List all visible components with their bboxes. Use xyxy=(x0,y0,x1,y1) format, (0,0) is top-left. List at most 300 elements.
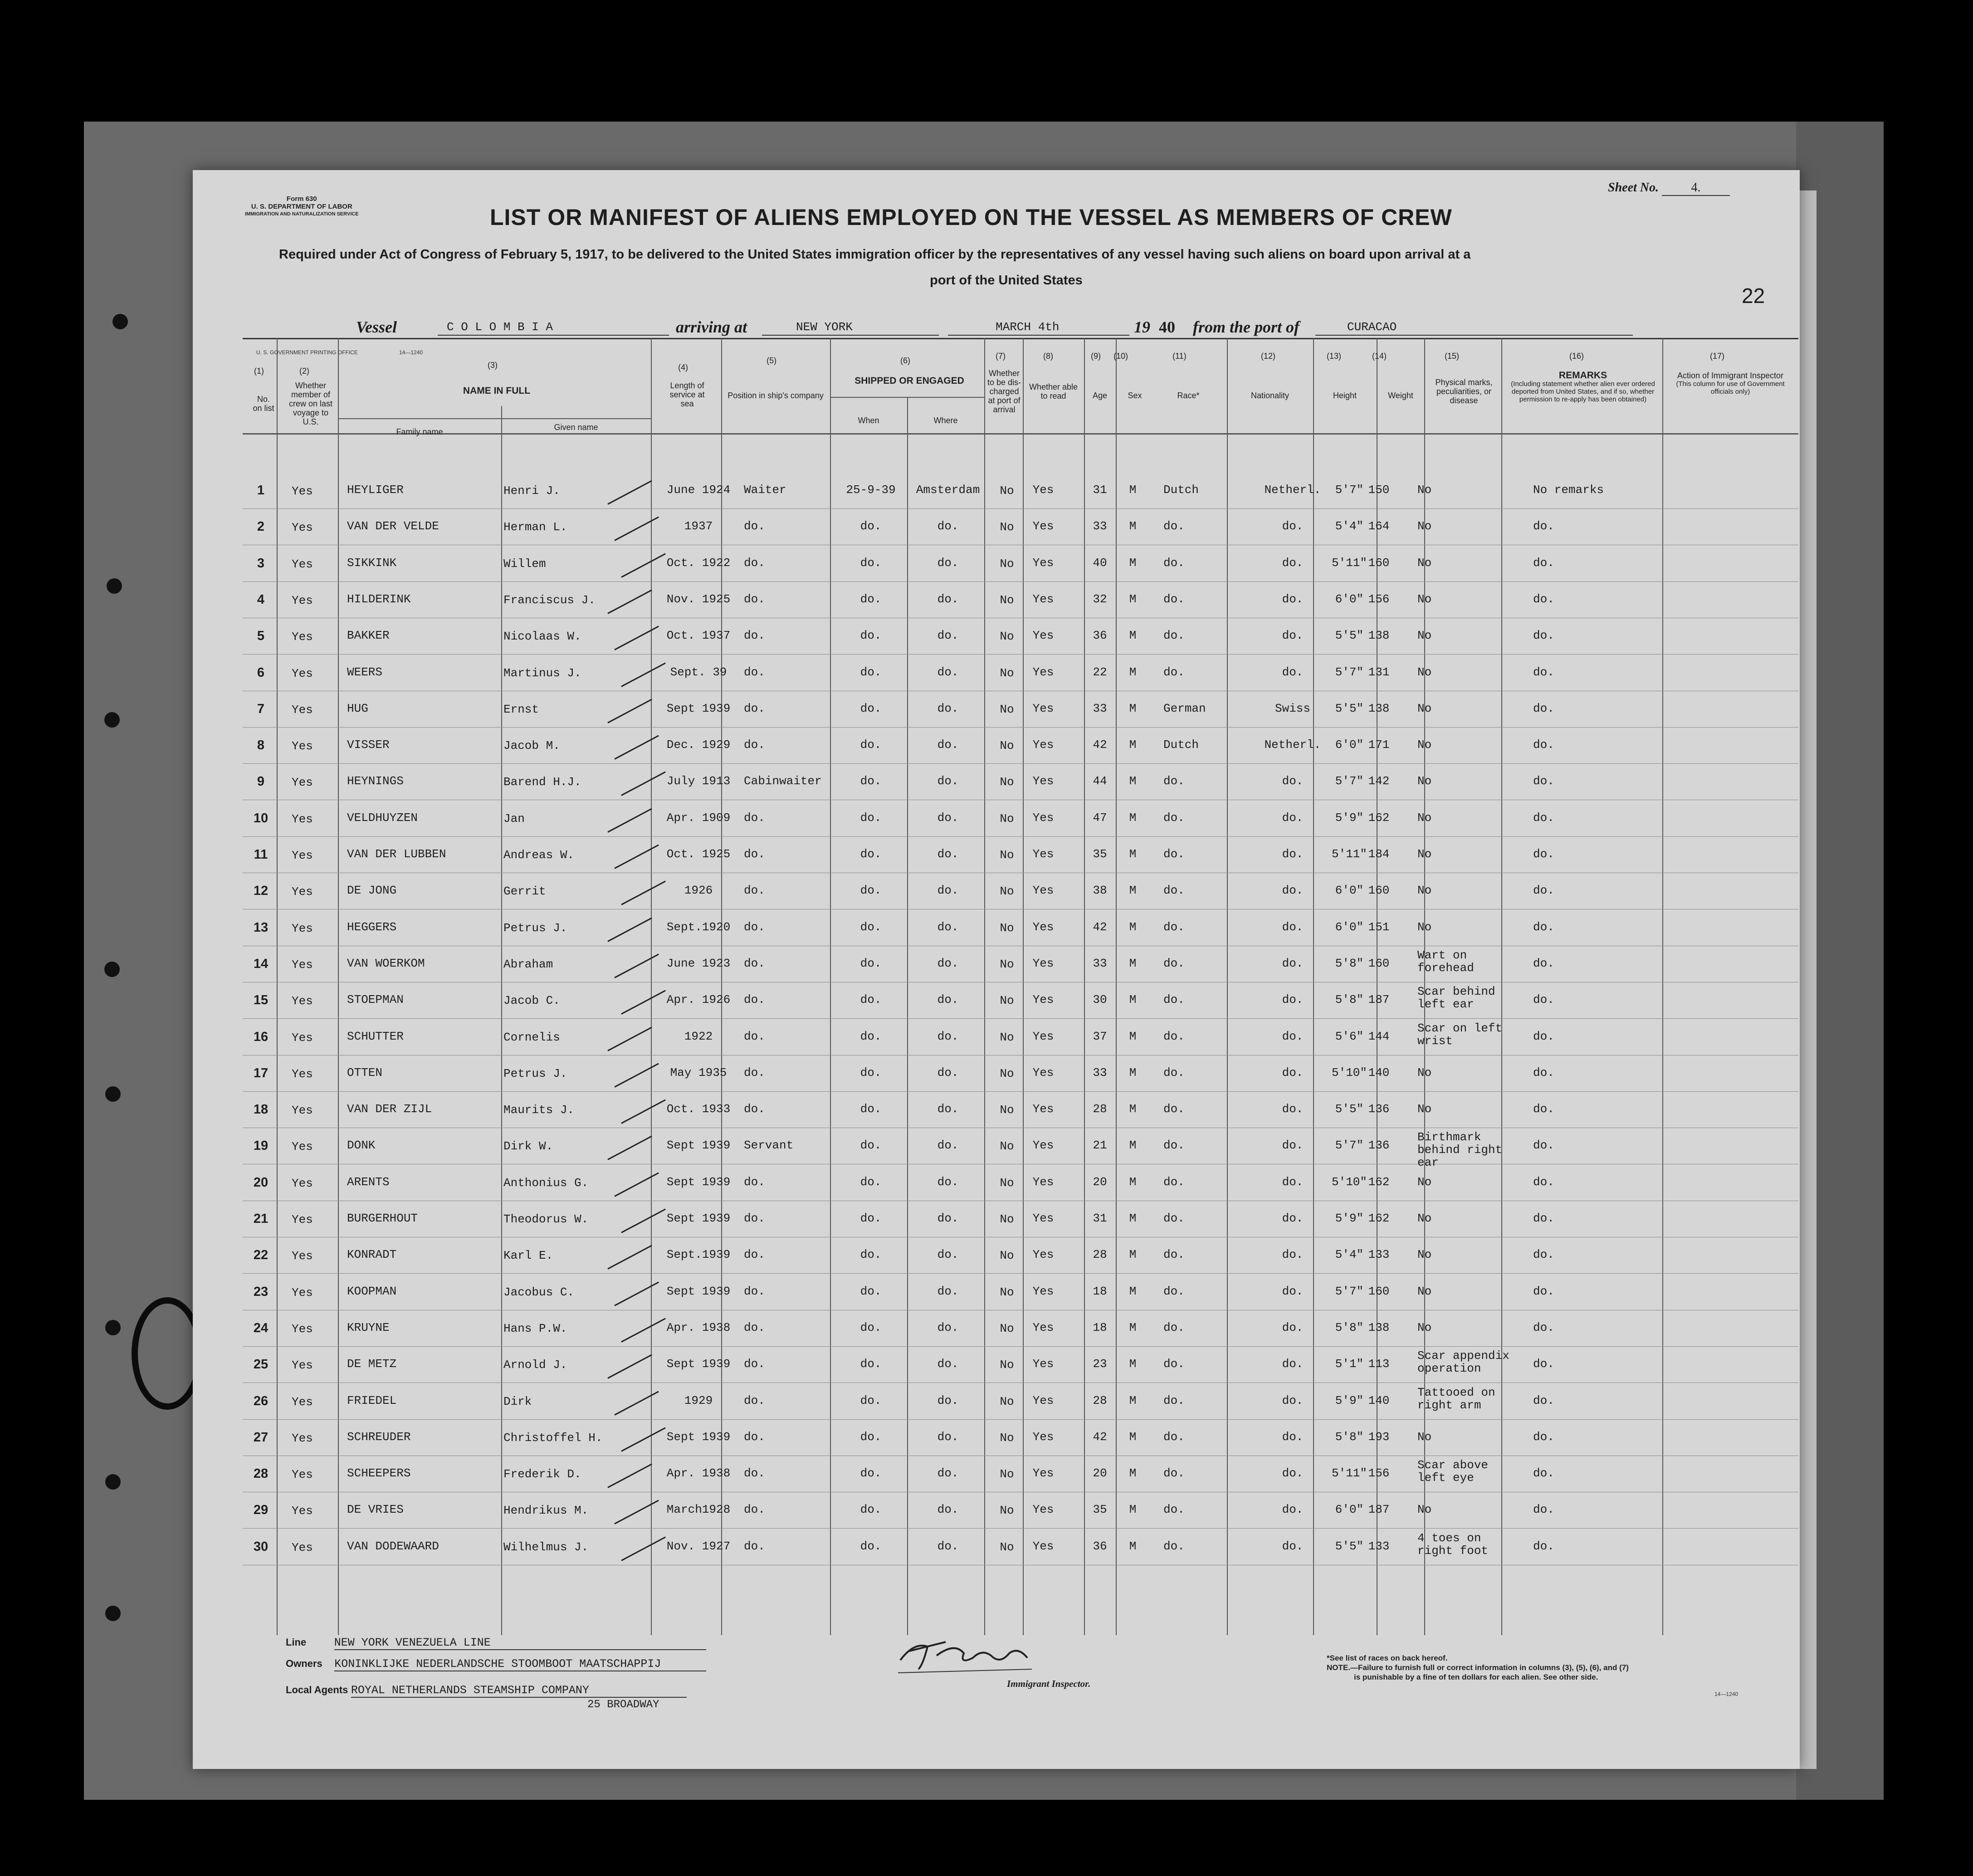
owners-label: Owners xyxy=(286,1658,322,1669)
cell-where: do. xyxy=(937,774,959,788)
cell-given: Gerrit xyxy=(503,884,546,899)
cell-marks: Wart on forehead xyxy=(1417,948,1474,975)
cell-height: 5'8" xyxy=(1335,956,1364,970)
cell-height: 5'7" xyxy=(1335,1138,1364,1153)
cell-age: 42 xyxy=(1093,738,1107,752)
cell-service: June 1924 xyxy=(666,483,731,497)
cell-where: Amsterdam xyxy=(916,483,980,497)
cell-given: Hendrikus M. xyxy=(503,1504,589,1518)
cell-no: 5 xyxy=(257,629,265,644)
cell-member: Yes xyxy=(292,630,313,644)
cell-sex: M xyxy=(1129,847,1137,861)
cell-marks: No xyxy=(1417,1284,1432,1298)
cell-age: 28 xyxy=(1093,1248,1107,1262)
cell-member: Yes xyxy=(292,1504,313,1518)
cell-where: do. xyxy=(937,1175,959,1189)
cell-nationality: do. xyxy=(1282,1248,1304,1262)
cell-marks: No xyxy=(1417,1102,1432,1116)
cell-marks: No xyxy=(1417,1175,1432,1189)
cell-height: 5'5" xyxy=(1335,629,1364,643)
vessel-label: Vessel xyxy=(356,318,397,336)
cell-nationality: do. xyxy=(1282,1430,1304,1444)
cell-discharged: No xyxy=(1000,630,1014,644)
cell-discharged: No xyxy=(1000,593,1014,607)
table-row xyxy=(243,982,1798,1019)
cell-weight: 162 xyxy=(1368,1175,1390,1189)
cell-sex: M xyxy=(1129,774,1137,788)
line-label: Line xyxy=(286,1637,307,1648)
cell-given: Wilhelmus J. xyxy=(503,1540,589,1554)
cell-marks: No xyxy=(1417,1430,1432,1444)
cell-sex: M xyxy=(1129,556,1137,570)
table-row xyxy=(243,763,1798,800)
cell-remarks: do. xyxy=(1533,774,1554,788)
cell-no: 18 xyxy=(253,1102,269,1117)
cell-read: Yes xyxy=(1032,1175,1054,1189)
cell-discharged: No xyxy=(1000,921,1014,935)
colnum-1: (1) xyxy=(254,366,264,376)
shipped-subheader-rule xyxy=(830,397,984,398)
cell-nationality: do. xyxy=(1282,774,1304,788)
cell-weight: 136 xyxy=(1368,1138,1390,1153)
cell-discharged: No xyxy=(1000,884,1014,899)
cell-race: Dutch xyxy=(1163,738,1199,752)
cell-service: Dec. 1929 xyxy=(666,738,731,752)
cell-age: 20 xyxy=(1093,1175,1107,1189)
agents-address: 25 BROADWAY xyxy=(587,1699,659,1711)
cell-given: Martinus J. xyxy=(503,666,581,680)
cell-given: Cornelis xyxy=(503,1030,560,1044)
cell-marks: No xyxy=(1417,519,1432,533)
cell-position: do. xyxy=(744,1248,765,1262)
cell-service: 1922 xyxy=(684,1029,713,1043)
cell-position: do. xyxy=(744,993,765,1007)
cell-height: 5'10" xyxy=(1331,1175,1367,1189)
colnum-5: (5) xyxy=(767,356,777,365)
cell-member: Yes xyxy=(292,958,313,972)
cell-read: Yes xyxy=(1032,1065,1054,1080)
cell-when: do. xyxy=(860,1430,882,1444)
cell-height: 5'7" xyxy=(1335,665,1364,679)
cell-service: Sept 1939 xyxy=(666,1357,731,1371)
cell-height: 5'5" xyxy=(1335,701,1364,715)
header-no-on-list: No. on list xyxy=(253,395,274,413)
cell-discharged: No xyxy=(1000,811,1014,826)
cell-marks: Scar above left eye xyxy=(1417,1458,1489,1485)
cell-marks: No xyxy=(1417,811,1432,825)
binder-hole xyxy=(105,1474,121,1490)
cell-height: 5'5" xyxy=(1335,1539,1364,1553)
cell-where: do. xyxy=(937,847,959,861)
cell-no: 12 xyxy=(253,884,269,899)
cell-when: do. xyxy=(860,1175,882,1189)
cell-no: 21 xyxy=(253,1212,269,1226)
cell-where: do. xyxy=(937,1284,959,1298)
cell-sex: M xyxy=(1129,1393,1137,1407)
cell-when: do. xyxy=(860,629,882,643)
note-penalty: NOTE.—Failure to furnish full or correct information in columns (3), (5), (6), and (7) xyxy=(1327,1663,1629,1672)
arriving-label: arriving at xyxy=(676,318,747,336)
printing-code: 14—1240 xyxy=(399,349,423,356)
cell-sex: M xyxy=(1129,738,1137,752)
cell-given: Frederik D. xyxy=(503,1467,581,1481)
cell-height: 5'7" xyxy=(1335,774,1364,788)
cell-member: Yes xyxy=(292,1468,313,1482)
cell-family: VAN DER ZIJL xyxy=(347,1102,432,1116)
cell-where: do. xyxy=(937,629,959,643)
cell-remarks: do. xyxy=(1533,1320,1554,1334)
table-row xyxy=(243,1236,1798,1274)
cell-race: do. xyxy=(1163,1393,1185,1407)
cell-weight: 162 xyxy=(1368,811,1390,825)
table-row xyxy=(243,472,1798,509)
cell-age: 20 xyxy=(1093,1466,1107,1480)
shipped-label: SHIPPED OR ENGAGED xyxy=(855,376,964,386)
cell-age: 36 xyxy=(1093,629,1107,643)
cell-service: 1926 xyxy=(684,884,713,898)
cell-when: do. xyxy=(860,1466,882,1480)
form-info xyxy=(245,195,359,218)
cell-height: 5'11" xyxy=(1331,847,1367,861)
cell-sex: M xyxy=(1129,1503,1137,1517)
cell-family: WEERS xyxy=(347,665,383,679)
colnum-17: (17) xyxy=(1710,352,1725,361)
cell-nationality: do. xyxy=(1282,592,1304,606)
cell-discharged: No xyxy=(1000,1249,1014,1263)
cell-service: 1937 xyxy=(684,519,713,533)
owners-value: KONINKLIJKE NEDERLANDSCHE STOOMBOOT MAATSCHAPPIJ xyxy=(334,1657,706,1671)
cell-no: 30 xyxy=(253,1539,269,1554)
cell-no: 9 xyxy=(257,774,265,789)
cell-remarks: do. xyxy=(1533,1175,1554,1189)
table-row xyxy=(243,1491,1798,1529)
cell-height: 5'8" xyxy=(1335,1320,1364,1334)
cell-height: 5'7" xyxy=(1335,1284,1364,1298)
cell-member: Yes xyxy=(292,1067,313,1081)
cell-no: 4 xyxy=(257,592,265,607)
cell-no: 25 xyxy=(253,1357,269,1372)
colnum-13: (13) xyxy=(1327,352,1342,361)
cell-member: Yes xyxy=(292,1140,313,1154)
cell-nationality: do. xyxy=(1282,956,1304,970)
cell-where: do. xyxy=(937,1503,959,1517)
cell-age: 21 xyxy=(1093,1138,1107,1153)
year-prefix: 19 xyxy=(1134,318,1150,336)
cell-no: 11 xyxy=(254,847,268,862)
note-races: *See list of races on back hereof. xyxy=(1327,1654,1448,1662)
table-row xyxy=(243,690,1798,728)
cell-member: Yes xyxy=(292,1249,313,1263)
cell-position: do. xyxy=(744,1503,765,1517)
cell-where: do. xyxy=(937,1357,959,1371)
colnum-12: (12) xyxy=(1261,352,1276,361)
cell-given: Petrus J. xyxy=(503,1066,567,1080)
cell-where: do. xyxy=(937,665,959,679)
cell-no: 28 xyxy=(253,1466,269,1481)
cell-nationality: Netherl. xyxy=(1264,738,1321,752)
cell-when: do. xyxy=(860,774,882,788)
cell-marks: No xyxy=(1417,1503,1432,1517)
cell-given: Jan xyxy=(503,811,525,826)
colnum-9: (9) xyxy=(1091,352,1101,361)
cell-given: Christoffel H. xyxy=(503,1431,603,1445)
cell-given: Abraham xyxy=(503,957,553,971)
cell-discharged: No xyxy=(1000,1467,1014,1481)
cell-age: 44 xyxy=(1093,774,1107,788)
cell-no: 10 xyxy=(253,811,269,826)
cell-family: SIKKINK xyxy=(347,556,397,570)
table-row xyxy=(243,545,1798,582)
cell-discharged: No xyxy=(1000,1139,1014,1153)
cell-height: 5'5" xyxy=(1335,1102,1364,1116)
cell-discharged: No xyxy=(1000,1504,1014,1518)
cell-remarks: do. xyxy=(1533,993,1554,1007)
table-row xyxy=(243,1091,1798,1128)
cell-sex: M xyxy=(1129,592,1137,606)
cell-position: do. xyxy=(744,1102,765,1116)
cell-weight: 156 xyxy=(1368,592,1390,606)
header-physical-marks: Physical marks, peculiarities, or disease xyxy=(1435,378,1493,405)
cell-family: VELDHUYZEN xyxy=(347,811,418,825)
cell-sex: M xyxy=(1129,1138,1137,1153)
date-rule xyxy=(948,335,1129,336)
cell-weight: 138 xyxy=(1368,701,1390,715)
cell-nationality: do. xyxy=(1282,1539,1304,1553)
cell-race: do. xyxy=(1163,811,1185,825)
cell-remarks: do. xyxy=(1533,1539,1554,1553)
cell-read: Yes xyxy=(1032,1430,1054,1444)
table-row xyxy=(243,836,1798,873)
cell-given: Petrus J. xyxy=(503,921,567,935)
binder-hole xyxy=(105,1086,121,1102)
cell-position: Waiter xyxy=(744,483,786,497)
cell-position: do. xyxy=(744,884,765,898)
cell-marks: No xyxy=(1417,592,1432,606)
cell-read: Yes xyxy=(1032,1466,1054,1480)
cell-member: Yes xyxy=(292,666,313,680)
cell-remarks: do. xyxy=(1533,556,1554,570)
cell-weight: 187 xyxy=(1368,1503,1390,1517)
cell-discharged: No xyxy=(1000,702,1014,716)
cell-where: do. xyxy=(937,701,959,715)
cell-height: 5'9" xyxy=(1335,811,1364,825)
cell-height: 5'10" xyxy=(1331,1065,1367,1080)
cell-discharged: No xyxy=(1000,557,1014,571)
cell-given: Willem xyxy=(503,557,546,571)
cell-when: do. xyxy=(860,701,882,715)
cell-family: VAN WOERKOM xyxy=(347,956,425,970)
cell-marks: No xyxy=(1417,774,1432,788)
cell-sex: M xyxy=(1129,1065,1137,1080)
cell-height: 5'11" xyxy=(1331,556,1367,570)
cell-where: do. xyxy=(937,920,959,934)
cell-marks: Tattooed on right arm xyxy=(1417,1385,1495,1412)
cell-read: Yes xyxy=(1032,993,1054,1007)
cell-service: Oct. 1922 xyxy=(666,556,731,570)
colnum-8: (8) xyxy=(1043,352,1053,361)
cell-marks: No xyxy=(1417,665,1432,679)
cell-race: do. xyxy=(1163,1138,1185,1153)
cell-race: do. xyxy=(1163,1539,1185,1553)
cell-discharged: No xyxy=(1000,1394,1014,1408)
cell-nationality: do. xyxy=(1282,1466,1304,1480)
cell-when: do. xyxy=(860,847,882,861)
cell-when: do. xyxy=(860,665,882,679)
cell-marks: No xyxy=(1417,1065,1432,1080)
cell-family: DE VRIES xyxy=(347,1503,404,1517)
cell-marks: No xyxy=(1417,884,1432,898)
cell-weight: 140 xyxy=(1368,1065,1390,1080)
subtitle-line2: port of the United States xyxy=(930,273,1083,288)
header-name-in-full xyxy=(395,386,599,396)
cell-family: KRUYNE xyxy=(347,1320,390,1334)
cell-member: Yes xyxy=(292,1213,313,1226)
cell-position: do. xyxy=(744,1357,765,1371)
cell-remarks: do. xyxy=(1533,811,1554,825)
cell-where: do. xyxy=(937,1212,959,1225)
cell-race: do. xyxy=(1163,956,1185,970)
cell-family: DE METZ xyxy=(347,1357,397,1371)
cell-sex: M xyxy=(1129,1466,1137,1480)
cell-weight: 131 xyxy=(1368,665,1390,679)
cell-given: Henri J. xyxy=(503,484,560,498)
cell-sex: M xyxy=(1129,1357,1137,1371)
cell-when: do. xyxy=(860,1320,882,1334)
cell-member: Yes xyxy=(292,1540,313,1554)
header-age: Age xyxy=(1092,391,1108,400)
cell-race: do. xyxy=(1163,1102,1185,1116)
cell-position: do. xyxy=(744,1320,765,1334)
cell-sex: M xyxy=(1129,519,1137,533)
cell-read: Yes xyxy=(1032,1029,1054,1043)
cell-when: do. xyxy=(860,811,882,825)
cell-member: Yes xyxy=(292,921,313,935)
page-edge xyxy=(1798,191,1817,1769)
cell-remarks: do. xyxy=(1533,1466,1554,1480)
cell-family: HILDERINK xyxy=(347,592,411,606)
cell-given: Dirk W. xyxy=(503,1139,553,1153)
binder-hole xyxy=(112,314,128,329)
cell-no: 27 xyxy=(253,1430,269,1445)
cell-where: do. xyxy=(937,1102,959,1116)
cell-height: 5'9" xyxy=(1335,1212,1364,1225)
cell-remarks: do. xyxy=(1533,847,1554,861)
cell-position: do. xyxy=(744,847,765,861)
cell-age: 37 xyxy=(1093,1029,1107,1043)
cell-given: Jacobus C. xyxy=(503,1285,575,1299)
cell-age: 47 xyxy=(1093,811,1107,825)
cell-age: 33 xyxy=(1093,519,1107,533)
table-row xyxy=(243,872,1798,909)
cell-age: 33 xyxy=(1093,1065,1107,1080)
table-row xyxy=(243,800,1798,837)
cell-family: OTTEN xyxy=(347,1065,383,1080)
cell-remarks: do. xyxy=(1533,701,1554,715)
cell-service: 1929 xyxy=(684,1393,713,1407)
cell-age: 33 xyxy=(1093,956,1107,970)
cell-weight: 156 xyxy=(1368,1466,1390,1480)
cell-discharged: No xyxy=(1000,484,1014,498)
name-in-full-label: NAME IN FULL xyxy=(463,386,531,396)
cell-nationality: do. xyxy=(1282,884,1304,898)
cell-marks: Birthmark behind right ear xyxy=(1417,1130,1503,1170)
cell-position: do. xyxy=(744,665,765,679)
cell-where: do. xyxy=(937,1393,959,1407)
cell-where: do. xyxy=(937,519,959,533)
cell-race: do. xyxy=(1163,1248,1185,1262)
cell-position: do. xyxy=(744,738,765,752)
cell-family: BURGERHOUT xyxy=(347,1212,418,1225)
cell-weight: 162 xyxy=(1368,1212,1390,1225)
cell-weight: 113 xyxy=(1368,1357,1390,1371)
cell-given: Barend H.J. xyxy=(503,775,581,789)
from-rule xyxy=(1315,335,1633,336)
cell-sex: M xyxy=(1129,1175,1137,1189)
cell-discharged: No xyxy=(1000,848,1014,862)
cell-weight: 160 xyxy=(1368,956,1390,970)
cell-when: do. xyxy=(860,920,882,934)
agents-value: ROYAL NETHERLANDS STEAMSHIP COMPANY xyxy=(351,1684,687,1698)
cell-when: do. xyxy=(860,1138,882,1153)
cell-position: Servant xyxy=(744,1138,794,1153)
cell-read: Yes xyxy=(1032,1320,1054,1334)
cell-given: Nicolaas W. xyxy=(503,630,581,644)
cell-race: do. xyxy=(1163,629,1185,643)
cell-age: 36 xyxy=(1093,1539,1107,1553)
cell-height: 5'7" xyxy=(1335,483,1364,497)
cell-position: do. xyxy=(744,556,765,570)
header-remarks xyxy=(1506,371,1660,403)
cell-remarks: do. xyxy=(1533,1212,1554,1225)
cell-marks: No xyxy=(1417,556,1432,570)
cell-marks: No xyxy=(1417,629,1432,643)
cell-where: do. xyxy=(937,1539,959,1553)
table-row xyxy=(243,1309,1798,1347)
cell-member: Yes xyxy=(292,1358,313,1373)
cell-read: Yes xyxy=(1032,701,1054,715)
cell-race: do. xyxy=(1163,1029,1185,1043)
table-row xyxy=(243,581,1798,618)
cell-service: Sept 1939 xyxy=(666,1284,731,1298)
cell-when: do. xyxy=(860,1248,882,1262)
header-action xyxy=(1665,371,1796,396)
colnum-11: (11) xyxy=(1172,352,1187,361)
cell-where: do. xyxy=(937,1466,959,1480)
page-number: 22 xyxy=(1742,284,1765,308)
cell-race: do. xyxy=(1163,1466,1185,1480)
cell-no: 13 xyxy=(253,920,269,935)
cell-when: do. xyxy=(860,738,882,752)
cell-member: Yes xyxy=(292,521,313,535)
cell-service: Sept 1939 xyxy=(666,701,731,715)
header-position: Position in ship's company xyxy=(728,391,824,400)
table-row xyxy=(243,1018,1798,1055)
cell-marks: Scar on left wrist xyxy=(1417,1021,1503,1048)
form-number: Form 630 xyxy=(286,195,317,203)
cell-sex: M xyxy=(1129,1102,1137,1116)
cell-given: Herman L. xyxy=(503,520,567,534)
cell-nationality: do. xyxy=(1282,1175,1304,1189)
cell-height: 5'1" xyxy=(1335,1357,1364,1371)
table-row xyxy=(243,617,1798,655)
cell-service: Nov. 1925 xyxy=(666,592,731,606)
cell-weight: 184 xyxy=(1368,847,1390,861)
cell-race: do. xyxy=(1163,1357,1185,1371)
cell-marks: No xyxy=(1417,1212,1432,1225)
cell-member: Yes xyxy=(292,1285,313,1300)
cell-when: do. xyxy=(860,519,882,533)
cell-read: Yes xyxy=(1032,1357,1054,1371)
